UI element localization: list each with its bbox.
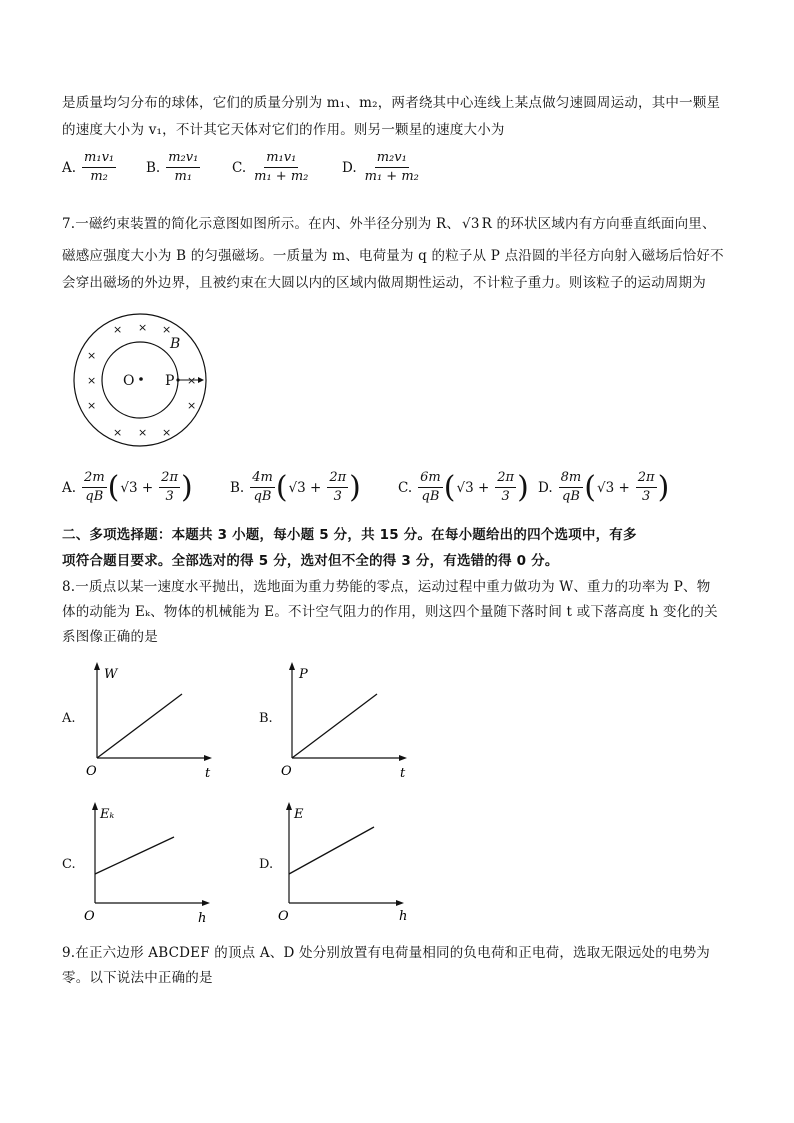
origin-label: O xyxy=(86,764,97,779)
pi-fraction xyxy=(159,470,180,506)
q8-graph-c xyxy=(80,800,220,925)
denominator: m₁ + m₂ xyxy=(254,169,309,185)
numerator: 2π xyxy=(636,470,657,488)
numerator: 8m xyxy=(559,470,584,488)
q8-graph-a xyxy=(82,660,222,780)
q8-text-line3: 系图像正确的是 xyxy=(62,629,158,645)
denominator: 3 xyxy=(642,489,651,505)
q8-option-c-label[interactable]: C. xyxy=(62,857,76,872)
graph-line xyxy=(289,827,374,874)
coef-fraction xyxy=(418,470,443,506)
point-label-p: P xyxy=(165,373,175,389)
q8-graph-b xyxy=(277,660,417,780)
left-paren: ( xyxy=(107,469,120,505)
q7-text-line2: 磁感应强度大小为 B 的匀强磁场。一质量为 m、电荷量为 q 的粒子从 P 点沿圆的半径方向射入磁场后恰好不 xyxy=(62,248,724,264)
q8-option-a-label[interactable]: A. xyxy=(62,711,76,726)
q7-option-c[interactable] xyxy=(398,470,530,506)
q6-option-b[interactable] xyxy=(146,150,200,186)
option-letter: C. xyxy=(232,159,247,176)
y-axis-label: P xyxy=(299,667,308,682)
q7-line1-part-b: R 的环状区域内有方向垂直纸面向里、 xyxy=(481,216,716,232)
origin-label: O xyxy=(281,764,292,779)
denominator: m₁ xyxy=(174,169,193,185)
x-axis-label: h xyxy=(198,911,207,925)
option-letter: A. xyxy=(62,479,77,496)
y-axis-label: W xyxy=(104,667,118,682)
option-letter: A. xyxy=(62,159,77,176)
x-axis-arrow-icon xyxy=(204,755,212,761)
graph-line xyxy=(95,837,174,874)
pi-fraction xyxy=(495,470,516,506)
right-paren: ) xyxy=(517,469,529,505)
numerator: 2m xyxy=(82,470,107,488)
coef-fraction xyxy=(82,470,107,506)
q6-text-line1: 是质量均匀分布的球体，它们的质量分别为 m₁、m₂，两者绕其中心连线上某点做匀速圆周运动，其中一颗星 xyxy=(62,95,721,111)
cross-mark: × xyxy=(187,374,197,387)
cross-mark: × xyxy=(162,323,172,336)
numerator: m₁v₁ xyxy=(82,150,116,168)
x-axis-label: h xyxy=(399,909,408,924)
x-axis-label: t xyxy=(205,766,211,780)
q6-option-c-fraction xyxy=(252,150,310,186)
arrow-head-icon xyxy=(198,377,204,383)
x-axis-label: t xyxy=(400,766,406,780)
coef-fraction xyxy=(559,470,584,506)
option-letter: B. xyxy=(146,159,161,176)
numerator: 2π xyxy=(159,470,180,488)
q7-ring-figure xyxy=(70,312,210,452)
denominator: 3 xyxy=(165,489,174,505)
y-axis-arrow-icon xyxy=(92,802,98,810)
cross-mark: × xyxy=(87,374,97,387)
q7-option-b[interactable] xyxy=(230,470,362,506)
q7-text-line3: 会穿出磁场的外边界，且被约束在大圆以内的区域内做周期性运动，不计粒子重力。则该粒子的运动周期为 xyxy=(62,275,706,291)
denominator: qB xyxy=(562,489,580,505)
option-letter: D. xyxy=(538,479,553,496)
center-dot xyxy=(139,377,143,381)
numerator: 4m xyxy=(250,470,275,488)
q9-text-line2: 零。以下说法中正确的是 xyxy=(62,970,213,986)
q8-option-b-label[interactable]: B. xyxy=(259,711,273,726)
x-axis-arrow-icon xyxy=(399,755,407,761)
coef-fraction xyxy=(250,470,275,506)
right-paren: ) xyxy=(657,469,670,505)
pi-fraction xyxy=(327,470,348,506)
y-axis-label: Eₖ xyxy=(100,807,115,822)
sqrt-term: √3 + xyxy=(456,479,490,496)
q6-option-d[interactable] xyxy=(342,150,421,186)
graph-line xyxy=(97,694,182,758)
numerator: m₂v₁ xyxy=(166,150,200,168)
q8-text-line1: 8.一质点以某一速度水平抛出，选地面为重力势能的零点，运动过程中重力做功为 W、重力的功率为 P、物 xyxy=(62,579,711,595)
q8-text-line2: 体的动能为 Eₖ、物体的机械能为 E。不计空气阻力的作用，则这四个量随下落时间 t 或下落高度 h 变化的关 xyxy=(62,604,718,620)
origin-label: O xyxy=(84,909,95,924)
q7-line1-sqrt: √3 xyxy=(462,216,480,232)
cross-mark: × xyxy=(113,426,123,439)
y-axis-arrow-icon xyxy=(94,662,100,670)
x-axis-arrow-icon xyxy=(396,900,404,906)
right-paren: ) xyxy=(181,469,193,505)
denominator: m₁ + m₂ xyxy=(364,169,419,185)
graph-line xyxy=(292,694,377,758)
cross-mark: × xyxy=(87,349,97,362)
section-heading-line1: 二、多项选择题：本题共 3 小题，每小题 5 分，共 15 分。在每小题给出的四个选项中，有多 xyxy=(62,527,637,543)
denominator: 3 xyxy=(333,489,342,505)
cross-mark: × xyxy=(113,323,123,336)
x-axis-arrow-icon xyxy=(202,900,210,906)
numerator: 2π xyxy=(327,470,348,488)
right-paren: ) xyxy=(349,469,361,505)
origin-label: O xyxy=(278,909,289,924)
cross-mark: × xyxy=(87,399,97,412)
sqrt-term: √3 + xyxy=(596,479,630,496)
q6-option-c[interactable] xyxy=(232,150,310,186)
option-letter: B. xyxy=(230,479,245,496)
q6-option-b-fraction xyxy=(166,150,200,186)
cross-mark: × xyxy=(187,399,197,412)
q9-text-line1: 9.在正六边形 ABCDEF 的顶点 A、D 处分别放置有电荷量相同的负电荷和正电荷，选取无限远处的电势为 xyxy=(62,945,711,961)
q7-option-d[interactable] xyxy=(538,470,670,506)
left-paren: ( xyxy=(584,469,596,505)
pi-fraction xyxy=(636,470,657,506)
q6-option-a[interactable] xyxy=(62,150,116,186)
point-p-dot xyxy=(176,378,179,381)
sqrt-term: √3 + xyxy=(288,479,322,496)
section-heading-line2: 项符合题目要求。全部选对的得 5 分，选对但不全的得 3 分，有选错的得 0 分。 xyxy=(62,553,559,569)
numerator: m₁v₁ xyxy=(264,150,298,168)
numerator: m₂v₁ xyxy=(375,150,409,168)
left-paren: ( xyxy=(443,469,456,505)
left-paren: ( xyxy=(275,469,288,505)
cross-mark: × xyxy=(138,321,148,334)
numerator: 2π xyxy=(495,470,516,488)
q8-option-d-label[interactable]: D. xyxy=(259,857,274,872)
q8-graph-d xyxy=(274,800,414,925)
q7-option-a[interactable] xyxy=(62,470,194,506)
denominator: qB xyxy=(421,489,440,505)
q7-text-line1 xyxy=(62,212,716,232)
denominator: 3 xyxy=(501,489,510,505)
y-axis-arrow-icon xyxy=(286,802,292,810)
denominator: qB xyxy=(253,489,272,505)
q7-line1-part-a: 7.一磁约束装置的简化示意图如图所示。在内、外半径分别为 R、 xyxy=(62,216,461,232)
option-letter: D. xyxy=(342,159,357,176)
q6-option-d-fraction xyxy=(363,150,421,186)
center-label-o: O xyxy=(123,373,135,389)
q6-option-a-fraction xyxy=(82,150,116,186)
denominator: m₂ xyxy=(90,169,108,185)
cross-mark: × xyxy=(162,426,172,439)
q6-text-line2: 的速度大小为 v₁，不计其它天体对它们的作用。则另一颗星的速度大小为 xyxy=(62,122,505,138)
numerator: 6m xyxy=(418,470,443,488)
y-axis-arrow-icon xyxy=(289,662,295,670)
y-axis-label: E xyxy=(294,807,304,822)
field-label-b: B xyxy=(170,336,181,352)
cross-mark: × xyxy=(138,426,148,439)
sqrt-term: √3 + xyxy=(120,479,154,496)
denominator: qB xyxy=(85,489,104,505)
option-letter: C. xyxy=(398,479,413,496)
